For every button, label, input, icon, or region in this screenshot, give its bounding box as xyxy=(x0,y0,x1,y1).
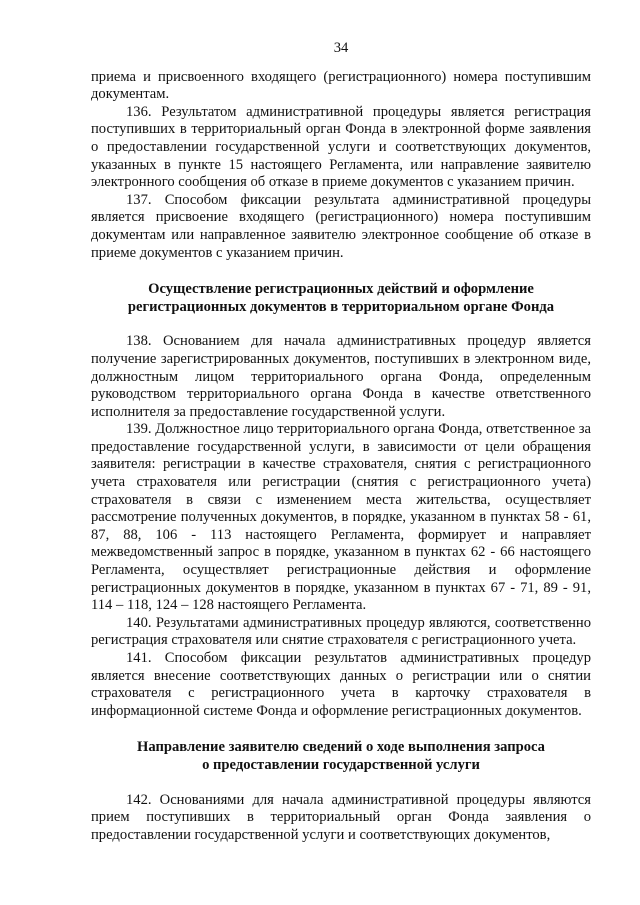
heading-line: Направление заявителю сведений о ходе выполнения запроса xyxy=(137,739,545,756)
paragraph-142: 142. Основаниями для начала административной процедуры являются прием поступивших в территориальный орган Фонда заявления о предоставлении государственной услуги и соответствующих документов, xyxy=(91,791,591,843)
heading-line: регистрационных документов в территориальном органе Фонда xyxy=(127,298,555,315)
page-number: 34 xyxy=(333,40,349,56)
paragraph-137: 137. Способом фиксации результата административной процедуры является присвоение входящего (регистрационного) номера поступившим документам или направленное заявителю электронное сообщение об отказе в приеме документов с указанием причин. xyxy=(91,191,591,261)
paragraph-136: 136. Результатом административной процедуры является регистрация поступивших в территориальный орган Фонда в электронной форме заявления о предоставлении государственной услуги и соответствующих документов, указанных в пункте 15 настоящего Регламента, или направление заявителю электронного сообщения об отказе в приеме документов с указанием причин. xyxy=(91,103,591,191)
paragraph-continuation: приема и присвоенного входящего (регистрационного) номера поступившим документам. xyxy=(91,68,591,103)
paragraph-141: 141. Способом фиксации результатов административных процедур является внесение соответствующих данных о регистрации или о снятии страхователя с регистрационного учета в карточку страхователя в информационной системе Фонда и оформление регистрационных документов. xyxy=(91,650,591,719)
paragraph-139: 139. Должностное лицо территориального органа Фонда, ответственное за предоставление государственной услуги, в зависимости от цели обращения заявителя: регистрации в качестве страхователя, снятия с регистрационного учета страхователя или регистрации (снятия с регистрационного учета) страхователя в связи с изменением места жительства, осуществляет рассмотрение полученных документов, в порядке, указанном в пунктах 58 - 61, 87, 88, 106 - 113 настоящего Регламента, формирует и направляет межведомственный запрос в порядке, указанном в пунктах 62 - 66 настоящего Регламента, осуществляет регистрационные действия и оформление регистрационных документов в порядке, указанном в пунктах 67 - 71, 89 - 91, 114 – 118, 124 – 128 настоящего Регламента. xyxy=(91,421,592,614)
heading-line: о предоставлении государственной услуги xyxy=(202,756,480,773)
paragraph-138: 138. Основанием для начала административных процедур является получение зарегистрированных документов, поступивших в электронном виде, должностным лицом территориального органа Фонда, определенным руководством территориального органа Фонда в качестве ответственного исполнителя за предоставление государственной услуги. xyxy=(91,333,591,420)
paragraph-140: 140. Результатами административных процедур являются, соответственно регистрация страхователя или снятие страхователя с регистрационного учета. xyxy=(91,614,591,649)
section-heading-registration xyxy=(91,281,591,316)
heading-line: Осуществление регистрационных действий и оформление xyxy=(148,281,534,298)
section-heading-status-info xyxy=(91,739,591,774)
